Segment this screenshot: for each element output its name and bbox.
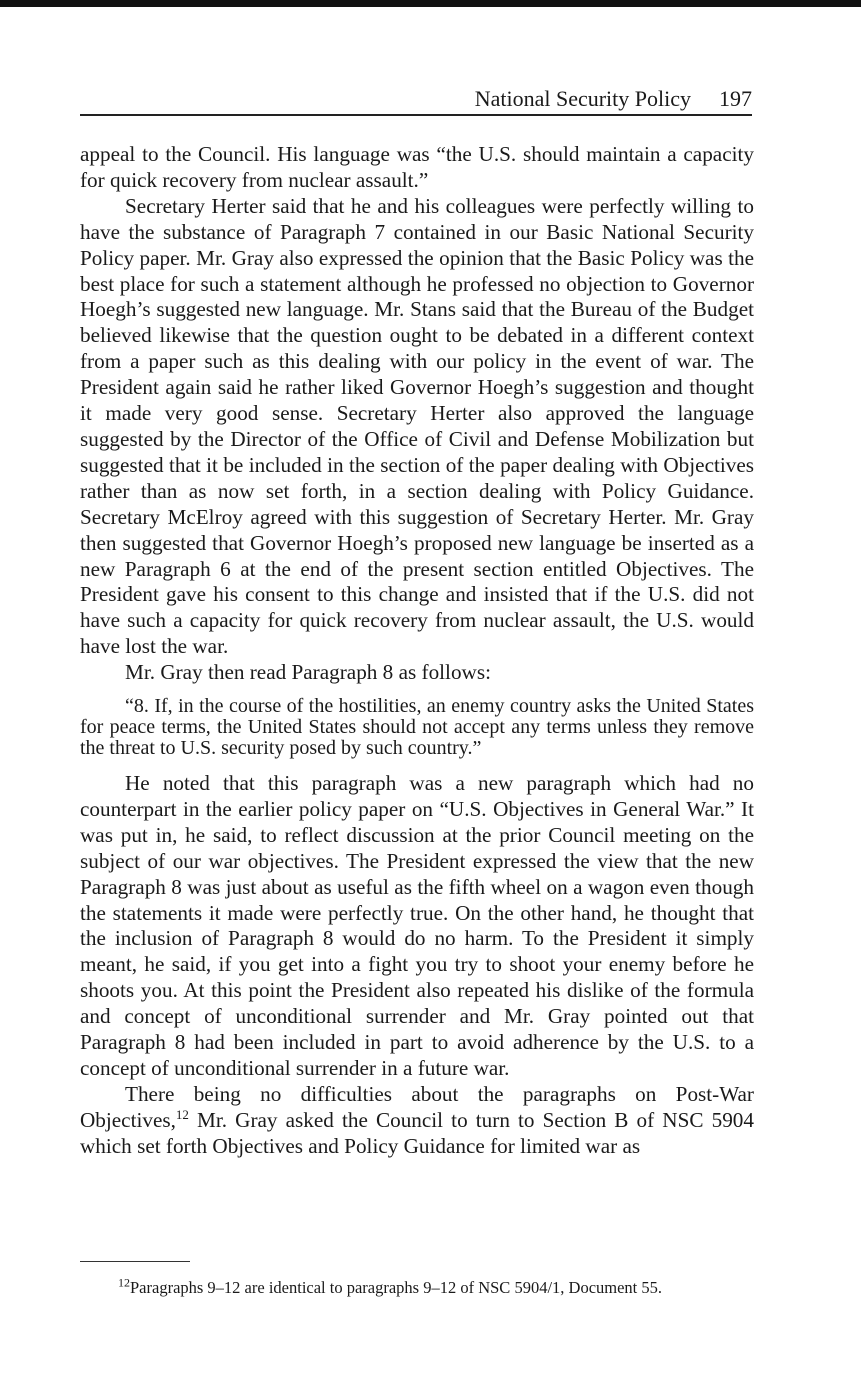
body-text (80, 142, 754, 1160)
page-number: 197 (719, 86, 752, 111)
page-header (80, 82, 752, 116)
paragraph-5-end: Mr. Gray asked the Council to turn to Section B of NSC 5904 which set forth Objectives and Policy Guidance for limited war as (80, 1107, 754, 1158)
footnote-reference[interactable]: 12 (175, 1106, 189, 1122)
footnote-text: Paragraphs 9–12 are identical to paragraphs 9–12 of NSC 5904/1, Document 55. (130, 1278, 663, 1297)
paragraph-3: Mr. Gray then read Paragraph 8 as follows: (125, 660, 491, 685)
paragraph-2: Secretary Herter said that he and his colleagues were perfectly willing to have the substance of Paragraph 7 contained in our Basic National Security Policy paper. Mr. Gray also expressed the opinion that the Basic Policy was the best place for such a statement although he professed no objection to Governor Hoegh’s suggested new language. Mr. Stans said that the Bureau of the Budget believed likewise that the question ought to be debated in a different context from a paper such as this dealing with our policy in the event of war. The President again said he rather liked Governor Hoegh’s suggestion and thought it made very good sense. Secretary Herter also approved the language suggested by the Director of the Office of Civil and Defense Mobilization but suggested that it be included in the section of the paper dealing with Objectives rather than as now set forth, in a section dealing with Policy Guidance. Secretary McElroy agreed with this suggestion of Secretary Herter. Mr. Gray then suggested that Governor Hoegh’s proposed new language be inserted as a new Paragraph 6 at the end of the present section entitled Objectives. The President gave his consent to this change and insisted that if the U.S. did not have such a capacity for quick recovery from nuclear assault, the U.S. would have lost the war. (80, 193, 754, 659)
footnote (118, 1275, 758, 1298)
top-edge-bar (0, 0, 861, 7)
paragraph-4: He noted that this paragraph was a new paragraph which had no counterpart in the earlier policy paper on “U.S. Objectives in General War.” It was put in, he said, to reflect discussion at the prior Council meeting on the subject of our war objectives. The President expressed the view that the new Paragraph 8 was just about as useful as the fifth wheel on a wagon even though the statements it made were perfectly true. On the other hand, he thought that the inclusion of Paragraph 8 would do no harm. To the President it simply meant, he said, if you get into a fight you try to shoot your enemy before he shoots you. At this point the President also repeated his dislike of the formula and concept of unconditional surrender and Mr. Gray pointed out that Paragraph 8 had been included in part to avoid adherence by the U.S. to a concept of unconditional surrender in a future war. (80, 771, 754, 1080)
footnote-divider (80, 1261, 190, 1262)
paragraph-5 (80, 1082, 754, 1160)
paragraph-5-start: There being no difficulties about the paragraphs on Post-War Objectives, (80, 1081, 754, 1132)
footnote-number: 12 (118, 1275, 130, 1290)
block-quote: “8. If, in the course of the hostilities, an enemy country asks the United States for peace terms, the United States should not accept any terms unless they remove the threat to U.S. security posed by such country.” (80, 695, 754, 760)
paragraph-1: appeal to the Council. His language was “the U.S. should maintain a capacity for quick recovery from nuclear assault.” (80, 142, 754, 192)
running-title: National Security Policy (474, 86, 691, 111)
